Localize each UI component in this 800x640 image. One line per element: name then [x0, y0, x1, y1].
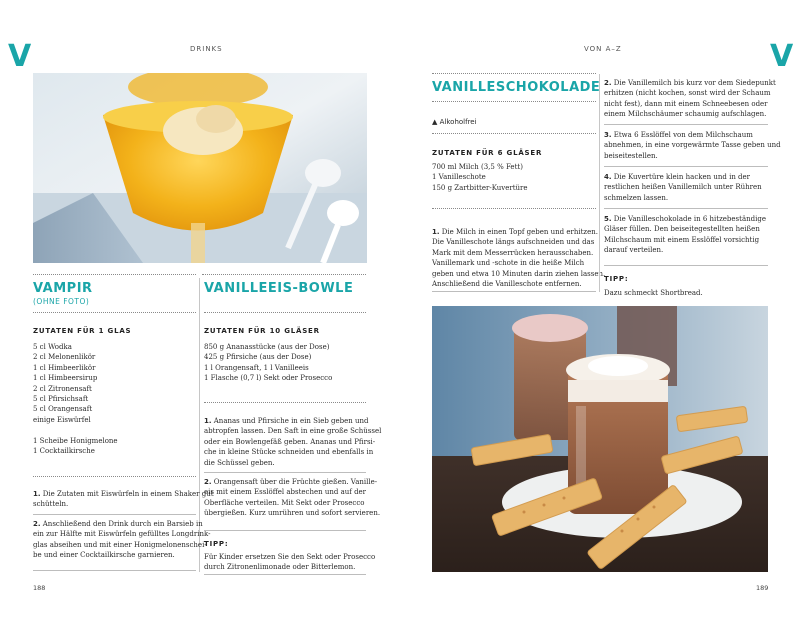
step-number: 2. [204, 478, 212, 486]
step-text: Vanillemark und -schote in die heiße Milch [432, 259, 585, 268]
step-text: einem Milchschäumer schaumig aufschlagen. [604, 110, 767, 119]
ingredient: 5 cl Pfirsichsaft [33, 395, 89, 404]
schoko-title: VANILLESCHOKOLADE [432, 80, 601, 95]
step-text: ein zur Hälfte mit Eiswürfeln gefülltes Longdrink- [33, 530, 211, 539]
step-text: Die Kuvertüre klein hacken und in der [611, 173, 751, 181]
step-text: Gläser füllen. Den beiseitegestellten heißen [604, 225, 760, 234]
schoko-badge-rule [432, 133, 596, 134]
ingredient: 1 Scheibe Honigmelone [33, 436, 118, 445]
bowle-top-rule [202, 274, 366, 275]
step-number: 5. [604, 215, 612, 223]
badge-label: Alkoholfrei [439, 118, 477, 126]
step-text: Ananas und Pfirsiche in ein Sieb geben und [211, 417, 369, 425]
schoko-step-4 [604, 172, 762, 203]
step-text: che in kleine Stücke schneiden und ebenfalls in [204, 448, 374, 457]
ingredient: 5 cl Wodka [33, 343, 72, 351]
step-text: be und einer Cocktailkirsche garnieren. [33, 551, 175, 560]
step-text: schütteln. [33, 500, 69, 509]
step-text: nicht fest), dann mit einem Schneebesen oder [604, 99, 768, 108]
step-text: schmelzen lassen. [604, 193, 669, 202]
step-number: 3. [604, 131, 612, 139]
step-text: Milchschaum mit einem Esslöffel vorsichtig [604, 235, 760, 244]
step-text: beiseitestellen. [604, 151, 658, 160]
step-text: Anschließend den Drink durch ein Barsieb in [40, 520, 203, 528]
spacer [33, 425, 118, 435]
schoko-top-rule [432, 73, 596, 74]
page-letter-right: V [770, 39, 794, 74]
schoko-step-2 [604, 78, 776, 120]
column-divider-right [599, 74, 600, 292]
divider [604, 124, 768, 125]
step-text: Die Vanilleschote längs aufschneiden und das [432, 238, 595, 247]
bowle-title-rule [204, 312, 366, 313]
step-text: darauf verteilen. [604, 246, 664, 255]
step-text: abnehmen, in eine vorgewärmte Tasse geben und [604, 141, 781, 150]
step-text: Die Vanillemilch bis kurz vor dem Siedepunkt [611, 79, 776, 87]
bowle-tip [204, 552, 375, 573]
divider [604, 265, 768, 266]
ingredient: 1 Vanilleschote [432, 173, 486, 182]
step-number: 4. [604, 173, 612, 181]
ingredient: einige Eiswürfel [33, 415, 91, 424]
bowle-ingredients-heading: ZUTATEN FÜR 10 GLÄSER [204, 327, 320, 335]
step-text: Orangensaft über die Früchte gießen. Vanille- [211, 478, 378, 486]
schoko-ingredients-heading: ZUTATEN FÜR 6 GLÄSER [432, 149, 543, 157]
step-text: restlichen heißen Vanillemilch unter Rühren [604, 183, 762, 192]
vampir-title: VAMPIR [33, 281, 93, 296]
step-text: Die Milch in einen Topf geben und erhitzen. [439, 228, 598, 236]
schoko-steps-rule [432, 208, 596, 209]
step-text: erhitzen (nicht kochen, sonst wird der Schaum [604, 89, 771, 98]
ingredient: 850 g Ananasstücke (aus der Dose) [204, 343, 330, 351]
ingredient: 425 g Pfirsiche (aus der Dose) [204, 353, 312, 362]
vampir-title-rule [33, 312, 196, 313]
ingredient: 150 g Zartbitter-Kuvertüre [432, 183, 528, 192]
ingredient: 5 cl Orangensaft [33, 405, 93, 414]
step-text: glas abseihen und mit einer Honigmelonenschei- [33, 540, 207, 549]
step-text: Die Vanilleschokolade in 6 hitzebeständige [611, 215, 766, 223]
ingredient: 1 Cocktailkirsche [33, 447, 95, 456]
ingredient: 1 cl Himbeersirup [33, 374, 98, 383]
divider [604, 208, 768, 209]
running-header-right: VON A–Z [584, 45, 622, 53]
schoko-title-rule [432, 101, 596, 102]
step-number: 1. [432, 228, 440, 236]
page-number-right: 189 [756, 584, 769, 592]
step-number: 1. [33, 490, 41, 498]
step-text: eis mit einem Esslöffel abstechen und auf der [204, 488, 367, 497]
step-text: Etwa 6 Esslöffel von dem Milchschaum [611, 131, 753, 139]
tip-text: durch Zitronenlimonade oder Bitterlemon. [204, 563, 356, 572]
step-number: 2. [604, 79, 612, 87]
divider [33, 570, 196, 571]
step-text: Mark mit dem Messerrücken herausschaben. [432, 248, 594, 257]
vampir-step-2 [33, 519, 210, 561]
vampir-top-rule [33, 274, 196, 275]
bowle-ingredients [204, 342, 332, 384]
step-text: abtropfen lassen. Den Saft in eine große Schüssel [204, 427, 382, 436]
schoko-step-3 [604, 130, 781, 161]
vanilleschokolade-photo [432, 306, 768, 572]
bowle-steps-rule [204, 402, 366, 403]
bowle-step-1 [204, 416, 381, 468]
divider [33, 514, 196, 515]
vampir-ingredients-heading: ZUTATEN FÜR 1 GLAS [33, 327, 132, 335]
bowle-tip-heading: TIPP: [204, 540, 229, 548]
step-number: 2. [33, 520, 41, 528]
schoko-ingredients [432, 162, 528, 193]
running-header-left: DRINKS [190, 45, 223, 53]
schoko-tip [604, 288, 703, 298]
tip-text: Dazu schmeckt Shortbread. [604, 289, 703, 297]
page-letter-left: V [8, 39, 32, 74]
ingredient: 1 Flasche (0,7 l) Sekt oder Prosecco [204, 374, 333, 383]
ingredient: 700 ml Milch (3,5 % Fett) [432, 163, 523, 171]
page-number-left: 188 [33, 584, 46, 592]
step-text: Oberfläche verteilen. Mit Sekt oder Prosecco [204, 498, 365, 507]
step-text: geben und etwa 10 Minuten darin ziehen lassen. [432, 269, 606, 278]
tip-text: Für Kinder ersetzen Sie den Sekt oder Prosecco [204, 553, 376, 561]
bowle-title: VANILLEEIS-BOWLE [204, 281, 354, 296]
schoko-badge [432, 117, 477, 127]
step-text: Anschließend die Vanilleschote entfernen. [432, 280, 582, 289]
vampir-steps-rule [33, 476, 196, 477]
ingredient: 1 l Orangensaft, 1 l Vanilleeis [204, 363, 309, 372]
schoko-step-1 [432, 227, 605, 289]
step-text: oder ein Bowlengefäß geben. Ananas und Pfirsi- [204, 437, 376, 446]
ingredient: 1 cl Himbeerlikör [33, 363, 96, 372]
step-text: übergießen. Kurz umrühren und sofort servieren. [204, 509, 381, 518]
divider [432, 291, 596, 292]
ingredient: 2 cl Melonenlikör [33, 353, 96, 362]
bowle-photo [33, 73, 367, 263]
vampir-ingredients [33, 342, 118, 456]
step-text: die Schüssel geben. [204, 458, 275, 467]
step-text: Die Zutaten mit Eiswürfeln in einem Shaker gut [40, 490, 214, 498]
step-number: 1. [204, 417, 212, 425]
bowle-step-2 [204, 477, 380, 519]
triangle-icon: ▲ [432, 118, 438, 126]
divider [604, 166, 768, 167]
schoko-step-5 [604, 214, 766, 256]
divider [204, 530, 366, 531]
schoko-tip-heading: TIPP: [604, 275, 629, 283]
ingredient: 2 cl Zitronensaft [33, 384, 92, 393]
vampir-subtitle: (OHNE FOTO) [33, 297, 90, 306]
vampir-step-1 [33, 489, 214, 510]
divider [204, 472, 366, 473]
divider [204, 574, 366, 575]
